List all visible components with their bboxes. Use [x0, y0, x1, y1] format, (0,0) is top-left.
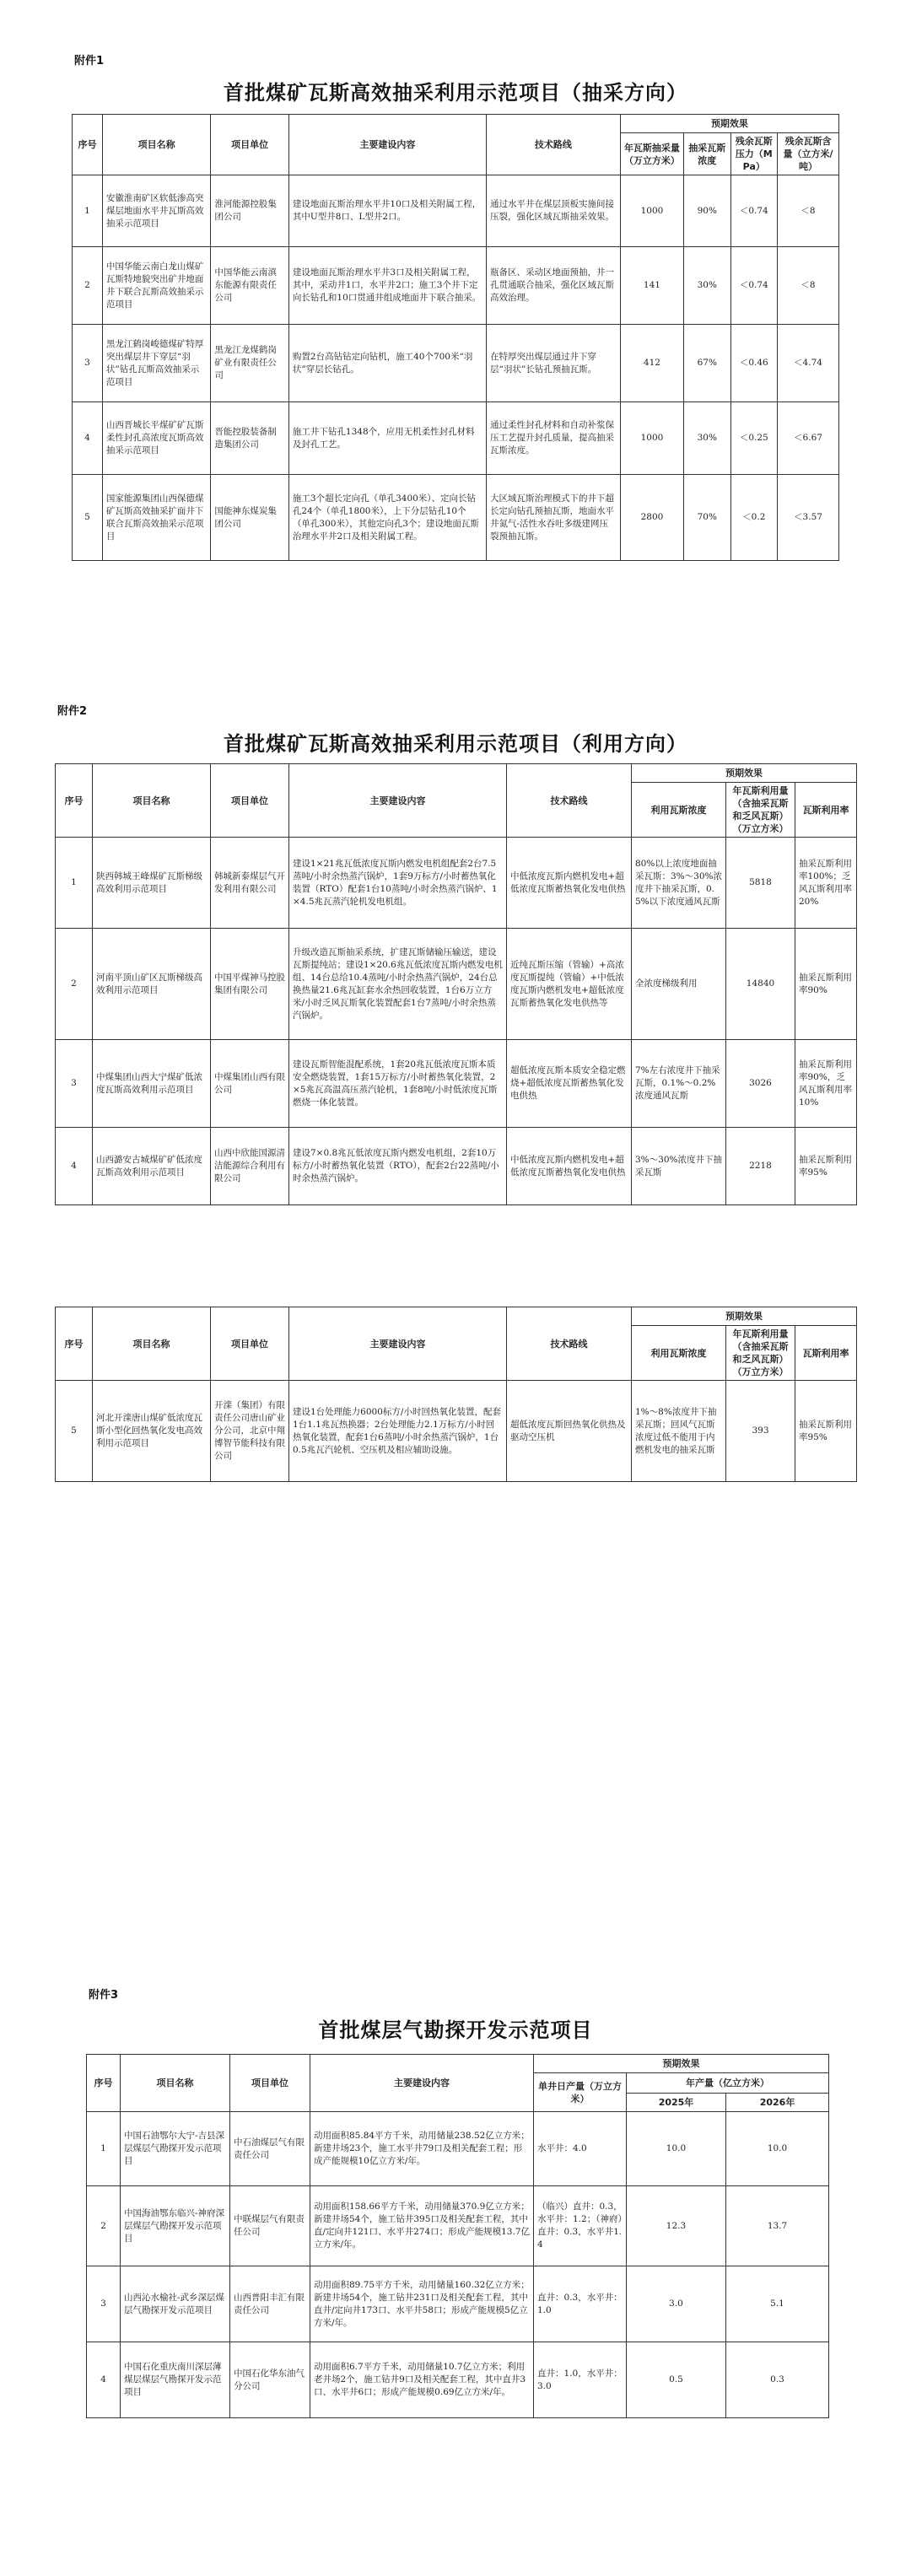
attachment-3-table — [86, 2054, 829, 2418]
cell-e3: ＜0.74 — [730, 247, 778, 325]
cell-e4: ＜6.67 — [778, 402, 839, 475]
cell-content: 动用面积89.75平方千米，动用储量160.32亿立方米；新建井场54个，施工钻井231口及相关配套工程，其中直井/定向井173口、水平井58口；形成产能规模5亿立方米/年。 — [310, 2266, 534, 2342]
cell-unit: 山西普阳丰汇有限责任公司 — [230, 2266, 310, 2342]
cell-unit: 韩城新泰煤层气开发利用有限公司 — [211, 838, 289, 929]
cell-e1: 1%～8%浓度井下抽采瓦斯；回风气瓦斯浓度过低不能用于内燃机发电的抽采瓦斯 — [632, 1381, 726, 1482]
cell-seq: 3 — [87, 2266, 121, 2342]
cell-e2: 90% — [684, 175, 731, 247]
attachment-1-table — [72, 114, 839, 561]
cell-content: 施工3个超长定向孔（单孔3400米）、定向长钻孔24个（单孔1800米），上下分层钻孔10个（单孔300米），其他定向孔3个；建设地面瓦斯治理水平井2口及相关附属工程。 — [288, 475, 486, 561]
col-content: 主要建设内容 — [288, 115, 486, 175]
col-effect: 预期效果 — [632, 1307, 857, 1326]
cell-e1: 141 — [620, 247, 683, 325]
cell-unit: 开滦（集团）有限责任公司唐山矿业分公司，北京中翔博智节能科技有限公司 — [211, 1381, 289, 1482]
cell-e1: 412 — [620, 325, 683, 402]
cell-route: 大区域瓦斯治理模式下的井下超长定向钻孔预抽瓦斯，地面水平井氮气-活性水吞吐多级建网压裂预抽瓦斯。 — [486, 475, 620, 561]
table-row — [73, 402, 839, 475]
col-e3: 瓦斯利用率 — [795, 783, 857, 838]
cell-e1: （临兴）直井：0.3，水平井：1.2；（神府）直井：0.3，水平井1.4 — [534, 2186, 627, 2266]
cell-seq: 4 — [87, 2342, 121, 2418]
cell-content: 建设地面瓦斯治理水平井3口及相关附属工程，其中，采动井1口，水平井2口；施工3个井下定向长钻孔和10口贯通井组成地面井下联合抽采。 — [288, 247, 486, 325]
cell-e3: ＜0.74 — [730, 175, 778, 247]
cell-e1: 2800 — [620, 475, 683, 561]
cell-unit: 国能神东煤炭集团公司 — [211, 475, 289, 561]
col-seq: 序号 — [56, 1307, 93, 1381]
cell-name: 中国石油鄂尔大宁-吉县深层煤层气勘探开发示范项目 — [121, 2112, 230, 2186]
cell-unit: 中煤集团山西有限公司 — [211, 1040, 289, 1128]
cell-name: 山西潞安古城煤矿矿低浓度瓦斯高效利用示范项目 — [93, 1128, 211, 1205]
cell-route: 超低浓度瓦斯回热氧化供热及驱动空压机 — [507, 1381, 632, 1482]
col-effect: 预期效果 — [632, 764, 857, 783]
cell-name: 山西沁水榆社-武乡深层煤层气勘探开发示范项目 — [121, 2266, 230, 2342]
table-row — [73, 325, 839, 402]
cell-seq: 4 — [73, 402, 103, 475]
col-name: 项目名称 — [121, 2055, 230, 2112]
cell-content: 动用面积85.84平方千米，动用储量238.52亿立方米；新建井场23个，施工水平井79口及相关配套工程；形成产能规模10亿立方米/年。 — [310, 2112, 534, 2186]
cell-name: 国家能源集团山西保德煤矿瓦斯高效抽采扩面井下联合瓦斯高效抽采示范项目 — [102, 475, 210, 561]
col-route: 技术路线 — [507, 1307, 632, 1381]
cell-seq: 1 — [73, 175, 103, 247]
cell-e2: 30% — [684, 402, 731, 475]
cell-name: 中国海油鄂东临兴-神府深层煤层气勘探开发示范项目 — [121, 2186, 230, 2266]
cell-y1: 12.3 — [627, 2186, 726, 2266]
cell-name: 山西晋城长平煤矿矿瓦斯柔性封孔高浓度瓦斯高效抽采示范项目 — [102, 402, 210, 475]
table-row — [73, 475, 839, 561]
cell-seq: 5 — [73, 475, 103, 561]
cell-y2: 0.3 — [726, 2342, 829, 2418]
cell-name: 中国华能云南白龙山煤矿瓦斯特地貌突出矿井地面井下联合瓦斯高效抽采示范项目 — [102, 247, 210, 325]
col-content: 主要建设内容 — [289, 1307, 507, 1381]
col-e1: 年瓦斯抽采量（万立方米） — [620, 133, 683, 175]
attachment-1-label: 附件1 — [74, 55, 105, 67]
cell-route: 在特厚突出煤层通过井下穿层“羽状”长钻孔预抽瓦斯。 — [486, 325, 620, 402]
col-route: 技术路线 — [507, 764, 632, 838]
col-content: 主要建设内容 — [310, 2055, 534, 2112]
attachment-3-label: 附件3 — [89, 1989, 119, 2002]
col-seq: 序号 — [87, 2055, 121, 2112]
cell-content: 建设地面瓦斯治理水平井10口及相关附属工程，其中U型井8口、L型井2口。 — [288, 175, 486, 247]
attachment-2-title: 首批煤矿瓦斯高效抽采利用示范项目（利用方向） — [224, 731, 687, 756]
cell-route: 近纯瓦斯压缩（管输）+高浓度瓦斯提纯（管输）+中低浓度瓦斯内燃机发电+超低浓度瓦斯蓄热氧化发电供热等 — [507, 929, 632, 1040]
cell-e4: ＜3.57 — [778, 475, 839, 561]
cell-content: 动用面积158.66平方千米，动用储量370.9亿立方米；新建井场54个，施工钻井395口及相关配套工程，其中直/定向井121口、水平井274口；形成产能规模13.7亿立方米/年。 — [310, 2186, 534, 2266]
cell-route: 超低浓度瓦斯本质安全稳定燃烧+超低浓度瓦斯蓄热氧化发电供热 — [507, 1040, 632, 1128]
table-row — [73, 175, 839, 247]
col-unit: 项目单位 — [230, 2055, 310, 2112]
cell-e2: 14840 — [726, 929, 795, 1040]
cell-content: 施工井下钻孔1348个，应用无机柔性封孔材料及封孔工艺。 — [288, 402, 486, 475]
cell-content: 升级改造瓦斯抽采系统，扩建瓦斯储输压输送，建设瓦斯提纯站；建设1×20.6兆瓦低浓度瓦斯内燃发电机组、14台总给10.4蒸吨/小时余热蒸汽锅炉，24台总换热量21.6兆瓦缸套水余热回收装置，1台6万立方米/小时乏风瓦斯氧化装置配套1台7蒸吨/小时余热蒸汽锅炉。 — [289, 929, 507, 1040]
col-e2: 抽采瓦斯浓度 — [684, 133, 731, 175]
cell-unit: 中国平煤神马控股集团有限公司 — [211, 929, 289, 1040]
cell-e4: ＜4.74 — [778, 325, 839, 402]
cell-y2: 5.1 — [726, 2266, 829, 2342]
cell-seq: 5 — [56, 1381, 93, 1482]
cell-e1: 全浓度梯级利用 — [632, 929, 726, 1040]
cell-e2: 393 — [726, 1381, 795, 1482]
col-unit: 项目单位 — [211, 115, 289, 175]
cell-unit: 中国石化华东油气分公司 — [230, 2342, 310, 2418]
col-content: 主要建设内容 — [289, 764, 507, 838]
col-effect: 预期效果 — [534, 2055, 829, 2073]
cell-e1: 80%以上浓度地面抽采瓦斯：3%～30%浓度井下抽采瓦斯，0.5%以下浓度通风瓦斯 — [632, 838, 726, 929]
cell-e2: 5818 — [726, 838, 795, 929]
cell-unit: 中石油煤层气有限责任公司 — [230, 2112, 310, 2186]
cell-seq: 2 — [56, 929, 93, 1040]
cell-e2: 2218 — [726, 1128, 795, 1205]
col-unit: 项目单位 — [211, 764, 289, 838]
table-row — [87, 2112, 829, 2186]
cell-seq: 2 — [87, 2186, 121, 2266]
cell-seq: 2 — [73, 247, 103, 325]
table-row — [56, 1128, 857, 1205]
cell-name: 黑龙江鹤岗峻德煤矿特厚突出煤层井下穿层“羽状”钻孔瓦斯高效抽采示范项目 — [102, 325, 210, 402]
cell-e2: 67% — [684, 325, 731, 402]
table-row — [87, 2266, 829, 2342]
cell-seq: 1 — [56, 838, 93, 929]
col-e2: 年瓦斯利用量（含抽采瓦斯和乏风瓦斯）（万立方米） — [726, 783, 795, 838]
cell-seq: 3 — [73, 325, 103, 402]
col-seq: 序号 — [56, 764, 93, 838]
cell-e3: 抽采瓦斯利用率100%；乏风瓦斯利用率20% — [795, 838, 857, 929]
cell-e1: 7%左右浓度井下抽采瓦斯，0.1%～0.2%浓度通风瓦斯 — [632, 1040, 726, 1128]
table-row — [73, 247, 839, 325]
cell-name: 河南平顶山矿区瓦斯梯级高效利用示范项目 — [93, 929, 211, 1040]
cell-y1: 10.0 — [627, 2112, 726, 2186]
cell-e1: 1000 — [620, 175, 683, 247]
cell-e3: 抽采瓦斯利用率90% — [795, 929, 857, 1040]
cell-content: 建设7×0.8兆瓦低浓度瓦斯内燃发电机组，2套10万标方/小时蓄热氧化装置（RTO），配套2台22蒸吨/小时余热蒸汽锅炉。 — [289, 1128, 507, 1205]
table-row — [56, 1040, 857, 1128]
cell-name: 河北开滦唐山煤矿低浓度瓦斯小型化回热氧化发电高效利用示范项目 — [93, 1381, 211, 1482]
cell-e1: 直井：1.0，水平井：3.0 — [534, 2342, 627, 2418]
cell-unit: 淮河能源控股集团公司 — [211, 175, 289, 247]
cell-content: 建设1台处理能力6000标方/小时回热氧化装置，配套1台1.1兆瓦热换器；2台处理能力2.1万标方/小时回热氧化装置，配套1台6蒸吨/小时余热蒸汽锅炉，1台0.5兆瓦汽轮机、空压机及相应辅助设施。 — [289, 1381, 507, 1482]
col-e1: 利用瓦斯浓度 — [632, 1326, 726, 1381]
col-effect: 预期效果 — [620, 115, 838, 133]
cell-name: 陕西韩城王峰煤矿瓦斯梯级高效利用示范项目 — [93, 838, 211, 929]
table-row — [87, 2342, 829, 2418]
cell-route: 中低浓度瓦斯内燃机发电+超低浓度瓦斯蓄热氧化发电供热 — [507, 838, 632, 929]
cell-y2: 13.7 — [726, 2186, 829, 2266]
cell-e2: 70% — [684, 475, 731, 561]
cell-name: 中煤集团山西大宁煤矿低浓度瓦斯高效利用示范项目 — [93, 1040, 211, 1128]
col-name: 项目名称 — [93, 764, 211, 838]
col-year-2025: 2025年 — [627, 2094, 726, 2112]
cell-e1: 1000 — [620, 402, 683, 475]
col-e1: 单井日产量（万立方米） — [534, 2073, 627, 2112]
cell-unit: 晋能控股装备制造集团公司 — [211, 402, 289, 475]
cell-seq: 3 — [56, 1040, 93, 1128]
cell-route: 通过水平井在煤层顶板实施间接压裂，强化区域瓦斯抽采效果。 — [486, 175, 620, 247]
cell-e2: 3026 — [726, 1040, 795, 1128]
attachment-2-table — [55, 763, 857, 1205]
attachment-2-label: 附件2 — [57, 705, 88, 718]
table-row — [87, 2186, 829, 2266]
cell-e3: 抽采瓦斯利用率95% — [795, 1128, 857, 1205]
col-year-2026: 2026年 — [726, 2094, 829, 2112]
col-name: 项目名称 — [102, 115, 210, 175]
table-row — [56, 1381, 857, 1482]
cell-e3: ＜0.25 — [730, 402, 778, 475]
cell-seq: 4 — [56, 1128, 93, 1205]
attachment-3-title: 首批煤层气勘探开发示范项目 — [318, 2018, 593, 2042]
col-e1: 利用瓦斯浓度 — [632, 783, 726, 838]
table-row — [56, 838, 857, 929]
cell-y1: 3.0 — [627, 2266, 726, 2342]
col-route: 技术路线 — [486, 115, 620, 175]
cell-e2: 30% — [684, 247, 731, 325]
cell-unit: 黑龙江龙煤鹤岗矿业有限责任公司 — [211, 325, 289, 402]
cell-name: 中国石化重庆南川深层薄煤层煤层气勘探开发示范项目 — [121, 2342, 230, 2418]
cell-unit: 中联煤层气有限责任公司 — [230, 2186, 310, 2266]
cell-e1: 3%～30%浓度井下抽采瓦斯 — [632, 1128, 726, 1205]
cell-content: 建设瓦斯智能混配系统，1套20兆瓦低浓度瓦斯本质安全燃烧装置，1套15万标方/小时蓄热氧化装置，2×5兆瓦高温高压蒸汽轮机，1套8吨/小时低浓度瓦斯燃烧一体化装置。 — [289, 1040, 507, 1128]
cell-e1: 水平井：4.0 — [534, 2112, 627, 2186]
cell-y2: 10.0 — [726, 2112, 829, 2186]
cell-content: 购置2台高钻钻定向钻机，施工40个700米“羽状”穿层长钻孔。 — [288, 325, 486, 402]
cell-e1: 直井：0.3，水平井：1.0 — [534, 2266, 627, 2342]
col-name: 项目名称 — [93, 1307, 211, 1381]
cell-unit: 山西中欣能国源清洁能源综合利用有限公司 — [211, 1128, 289, 1205]
attachment-1-title: 首批煤矿瓦斯高效抽采利用示范项目（抽采方向） — [224, 80, 687, 105]
table-row — [56, 929, 857, 1040]
cell-y1: 0.5 — [627, 2342, 726, 2418]
cell-route: 瓶备区、采动区地面预抽，井一孔贯通联合抽采，强化区域瓦斯高效治理。 — [486, 247, 620, 325]
cell-content: 动用面积6.7平方千米，动用储量10.7亿立方米；利用老井场2个，施工钻井9口及相关配套工程，其中直井3口、水平井6口；形成产能规模0.69亿立方米/年。 — [310, 2342, 534, 2418]
col-e4: 残余瓦斯含量（立方米/吨） — [778, 133, 839, 175]
cell-e3: 抽采瓦斯利用率95% — [795, 1381, 857, 1482]
cell-name: 安徽淮南矿区软低渗高突煤层地面水平井瓦斯高效抽采示范项目 — [102, 175, 210, 247]
col-e3: 残余瓦斯压力（MPa） — [730, 133, 778, 175]
cell-content: 建设1×21兆瓦低浓度瓦斯内燃发电机组配套2台7.5蒸吨/小时余热蒸汽锅炉，1套9万标方/小时蓄热氧化装置（RTO）配套1台10蒸吨/小时余热蒸汽锅炉、1×4.5兆瓦蒸汽轮机发电机组。 — [289, 838, 507, 929]
cell-e3: 抽采瓦斯利用率90%，乏风瓦斯利用率10% — [795, 1040, 857, 1128]
cell-e4: ＜8 — [778, 175, 839, 247]
cell-unit: 中国华能云南滇东能源有限责任公司 — [211, 247, 289, 325]
col-unit: 项目单位 — [211, 1307, 289, 1381]
cell-route: 通过柔性封孔材料和自动补浆保压工艺提升封孔质量，提高抽采瓦斯浓度。 — [486, 402, 620, 475]
attachment-2-continued-table — [55, 1307, 857, 1482]
col-e3: 瓦斯利用率 — [795, 1326, 857, 1381]
cell-e3: ＜0.2 — [730, 475, 778, 561]
col-e2: 年产量（亿立方米） — [627, 2073, 829, 2094]
col-seq: 序号 — [73, 115, 103, 175]
col-e2: 年瓦斯利用量（含抽采瓦斯和乏风瓦斯）（万立方米） — [726, 1326, 795, 1381]
cell-seq: 1 — [87, 2112, 121, 2186]
cell-route: 中低浓度瓦斯内燃机发电+超低浓度瓦斯蓄热氧化发电供热 — [507, 1128, 632, 1205]
cell-e3: ＜0.46 — [730, 325, 778, 402]
cell-e4: ＜8 — [778, 247, 839, 325]
